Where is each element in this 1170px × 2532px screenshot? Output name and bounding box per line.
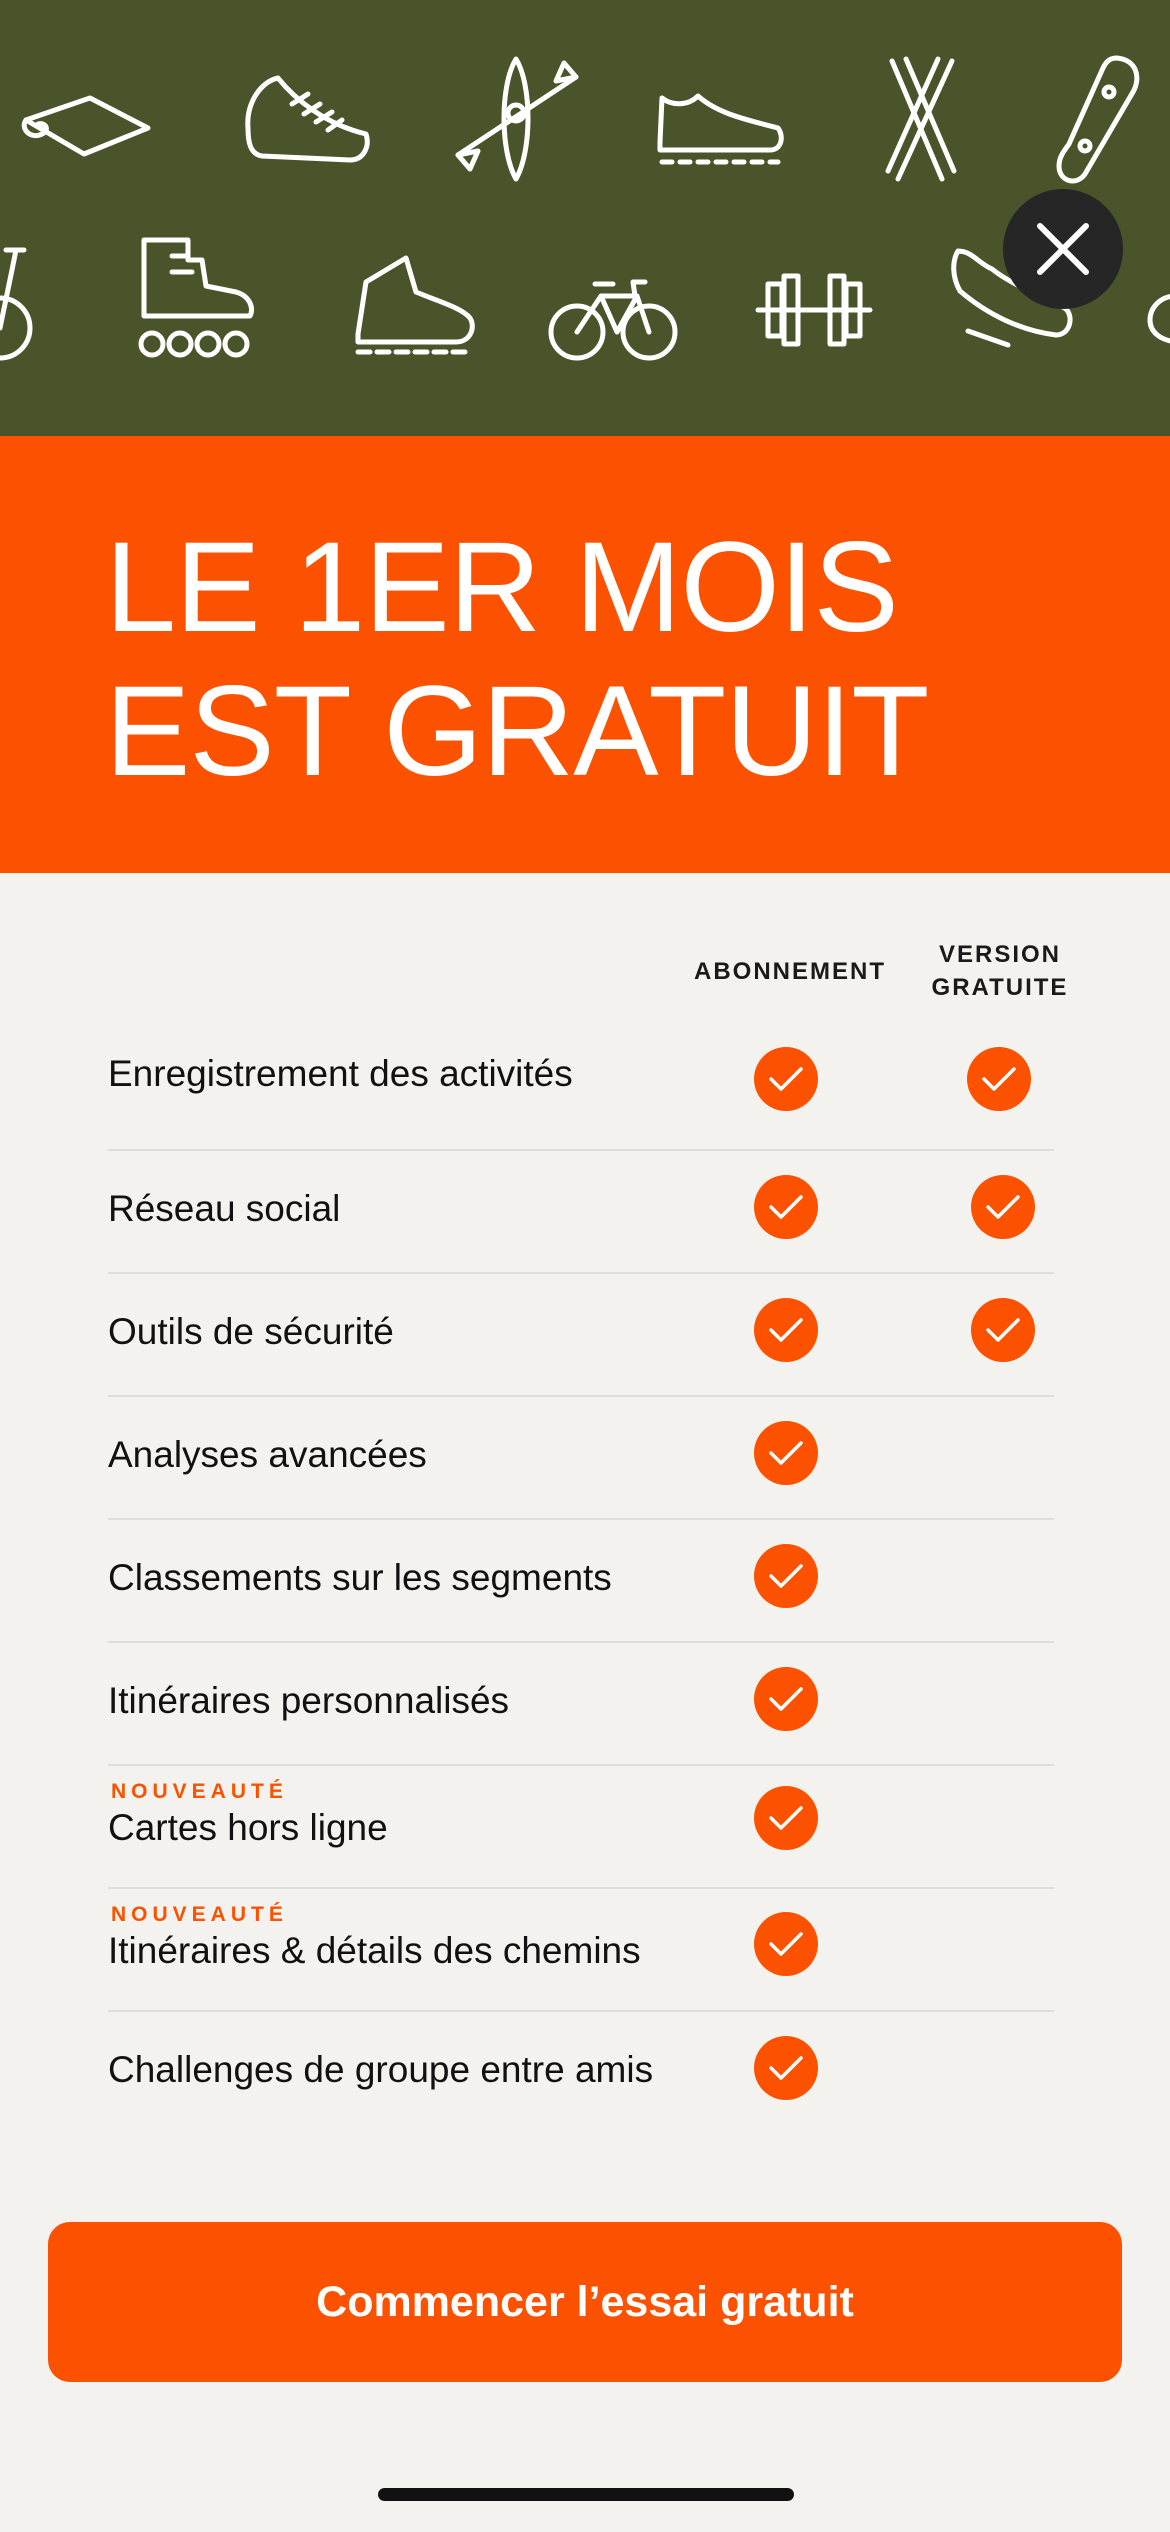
column-header-subscription: ABONNEMENT [694,958,886,985]
column-header-free-line1: VERSION [938,941,1062,968]
feature-label: Analyses avancées [108,1434,427,1475]
close-icon [1034,220,1092,278]
feature-label: Itinéraires & détails des chemins [108,1930,641,1971]
partial-icon [1140,290,1170,350]
feature-label: Cartes hors ligne [108,1807,388,1848]
yoga-mat-icon [20,80,155,160]
feature-label: Enregistrement des activités [108,1053,573,1094]
new-feature-badge: NOUVEAUTÉ [111,1903,288,1926]
banner-title-line1: LE 1ER MOIS [105,516,898,659]
sneaker-icon [652,84,787,169]
subscription-check-icon [754,1667,818,1731]
feature-label: Outils de sécurité [108,1311,394,1352]
inline-skate-icon [132,232,262,364]
subscription-check-icon [754,1912,818,1976]
dumbbell-icon [748,270,880,350]
snowboard-icon [1055,52,1145,187]
free-check-icon [971,1175,1035,1239]
free-check-icon [971,1298,1035,1362]
hiking-boot-icon [350,252,482,360]
banner-title-line2: EST GRATUIT [105,660,929,803]
subscription-check-icon [754,1298,818,1362]
feature-row [108,2011,1054,2133]
free-check-icon [967,1047,1031,1111]
feature-row [108,1888,1054,2012]
feature-row [108,1642,1054,1766]
subscription-check-icon [754,1786,818,1850]
bicycle-icon [547,270,679,362]
feature-row [108,1150,1054,1274]
subscription-check-icon [754,1175,818,1239]
feature-row [108,1519,1054,1643]
column-header-free-line2: GRATUITE [931,974,1069,1001]
feature-row [108,1273,1054,1397]
subscription-check-icon [754,1421,818,1485]
start-free-trial-button[interactable]: Commencer l’essai gratuit [48,2222,1122,2382]
kayak-icon [450,55,585,185]
sports-icons-header [0,0,1170,436]
feature-row [108,1027,1054,1151]
subscription-check-icon [754,1047,818,1111]
feature-row [108,1765,1054,1889]
feature-label: Classements sur les segments [108,1557,612,1598]
subscription-check-icon [754,2036,818,2100]
feature-label: Challenges de groupe entre amis [108,2049,654,2090]
feature-row [108,1396,1054,1520]
column-header-free-version [910,938,1090,1004]
close-button[interactable] [1003,189,1123,309]
subscription-check-icon [754,1544,818,1608]
bicycle-icon [0,240,60,365]
climbing-shoe-icon [238,68,374,168]
new-feature-badge: NOUVEAUTÉ [111,1780,288,1803]
feature-label: Itinéraires personnalisés [108,1680,510,1721]
skis-icon [882,55,962,185]
feature-label: Réseau social [108,1188,341,1229]
home-indicator[interactable] [378,2488,794,2501]
promo-banner [0,436,1170,873]
